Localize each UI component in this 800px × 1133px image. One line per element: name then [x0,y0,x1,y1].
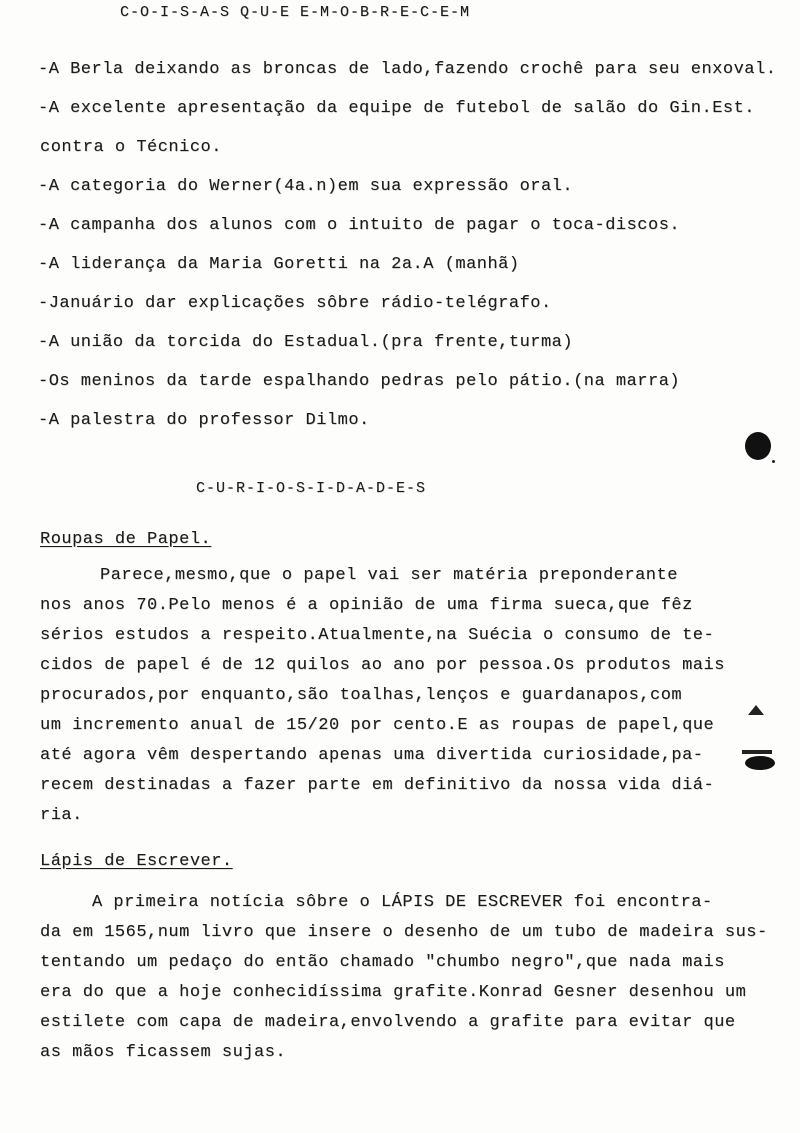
article-line: as mãos ficassem sujas. [40,1043,287,1062]
article-line: ria. [40,806,83,825]
list-item: -A união da torcida do Estadual.(pra frente,turma) [38,333,574,352]
article-title: Lápis de Escrever. [40,852,233,871]
punch-hole-mark [745,432,771,460]
article-line: estilete com capa de madeira,envolvendo a grafite para evitar que [40,1013,736,1032]
article-line: tentando um pedaço do então chamado "chumbo negro",que nada mais [40,953,725,972]
list-item: -A campanha dos alunos com o intuito de pagar o toca-discos. [38,216,681,235]
article-line: recem destinadas a fazer parte em definitivo da nossa vida diá- [40,776,715,795]
article-title: Roupas de Papel. [40,530,212,549]
list-item: -A categoria do Werner(4a.n)em sua expressão oral. [38,177,574,196]
page-heading: C-O-I-S-A-S Q-U-E E-M-O-B-R-E-C-E-M [120,4,471,21]
list-item: -A excelente apresentação da equipe de futebol de salão do Gin.Est. [38,99,756,118]
list-item: -Januário dar explicações sôbre rádio-telégrafo. [38,294,552,313]
article-line: era do que a hoje conhecidíssima grafite.Konrad Gesner desenhou um [40,983,747,1002]
article-line: nos anos 70.Pelo menos é a opinião de uma firma sueca,que fêz [40,596,693,615]
article-line: até agora vêm despertando apenas uma divertida curiosidade,pa- [40,746,704,765]
article-line: da em 1565,num livro que insere o desenho de um tubo de madeira sus- [40,923,768,942]
list-item: -A Berla deixando as broncas de lado,fazendo crochê para seu enxoval. [38,60,777,79]
article-line: Parece,mesmo,que o papel vai ser matéria preponderante [100,566,678,585]
list-item: -A liderança da Maria Goretti na 2a.A (manhã) [38,255,520,274]
list-item: -Os meninos da tarde espalhando pedras pelo pátio.(na marra) [38,372,681,391]
article-line: um incremento anual de 15/20 por cento.E as roupas de papel,que [40,716,715,735]
dash-mark [742,750,772,754]
section-heading: C-U-R-I-O-S-I-D-A-D-E-S [196,480,427,497]
article-line: cidos de papel é de 12 quilos ao ano por pessoa.Os produtos mais [40,656,725,675]
article-line: A primeira notícia sôbre o LÁPIS DE ESCREVER foi encontra- [92,893,713,912]
speck-mark [772,460,775,463]
list-item: -A palestra do professor Dilmo. [38,411,370,430]
article-line: procurados,por enquanto,são toalhas,lenços e guardanapos,com [40,686,683,705]
article-line: sérios estudos a respeito.Atualmente,na Suécia o consumo de te- [40,626,715,645]
crescent-mark [745,756,775,770]
triangle-mark [748,705,764,715]
list-item-continuation: contra o Técnico. [40,138,222,157]
